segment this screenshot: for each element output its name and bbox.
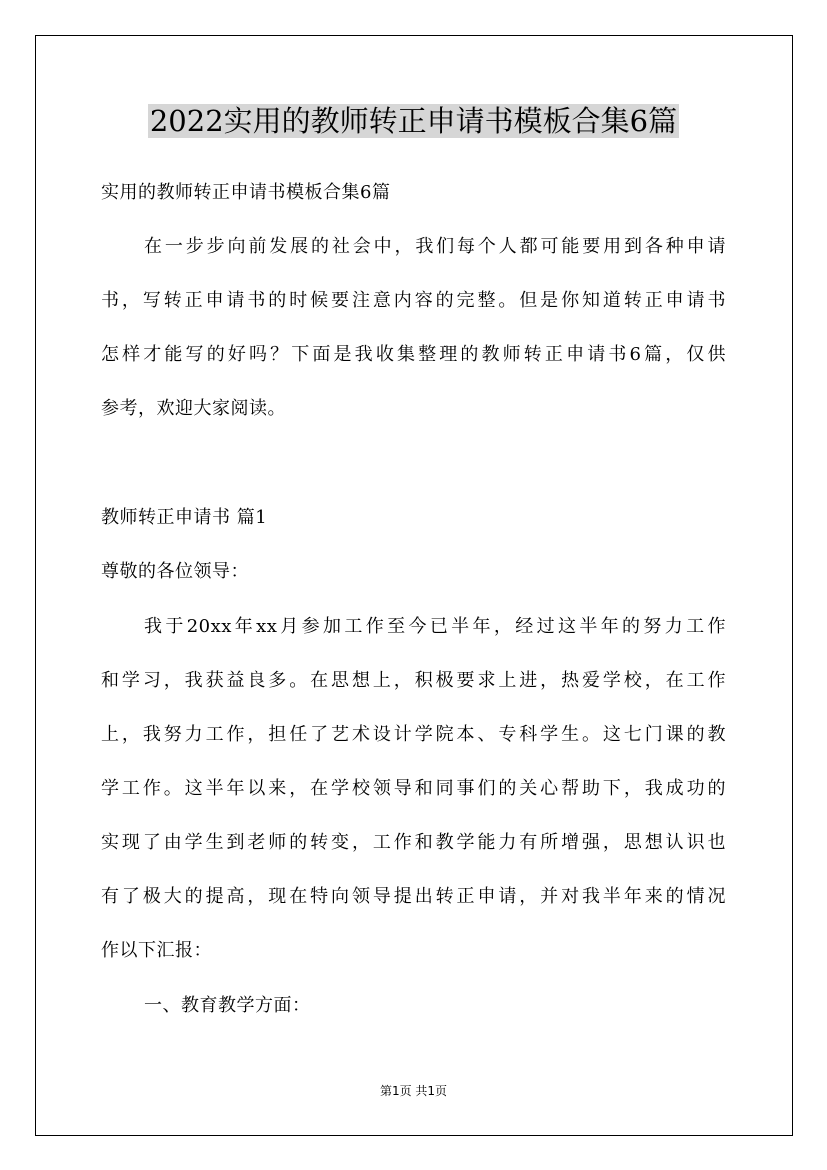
salutation: 尊敬的各位领导： (101, 561, 249, 582)
intro-line-4: 参考，欢迎大家阅读。 (101, 398, 286, 419)
section-heading: 教师转正申请书 篇1 (101, 507, 268, 528)
body-line-7: 作以下汇报： (101, 940, 212, 961)
subheading: 一、教育教学方面： (144, 995, 311, 1016)
document-title (0, 101, 827, 141)
body-line-1: 我于20xx年xx月参加工作至今已半年，经过这半年的努力工作 (144, 616, 726, 637)
document-subtitle: 实用的教师转正申请书模板合集6篇 (101, 182, 391, 203)
body-line-2: 和学习，我获益良多。在思想上，积极要求上进，热爱学校，在工作 (101, 670, 726, 691)
intro-line-1: 在一步步向前发展的社会中，我们每个人都可能要用到各种申请 (144, 236, 726, 257)
intro-line-2: 书，写转正申请书的时候要注意内容的完整。但是你知道转正申请书 (101, 290, 726, 311)
body-line-4: 学工作。这半年以来，在学校领导和同事们的关心帮助下，我成功的 (101, 778, 726, 799)
body-line-6: 有了极大的提高，现在特向领导提出转正申请，并对我半年来的情况 (101, 886, 726, 907)
document-title-text: 2022实用的教师转正申请书模板合集6篇 (149, 104, 678, 138)
body-line-3: 上，我努力工作，担任了艺术设计学院本、专科学生。这七门课的教 (101, 724, 726, 745)
intro-line-3: 怎样才能写的好吗？下面是我收集整理的教师转正申请书6篇，仅供 (101, 344, 726, 365)
body-line-5: 实现了由学生到老师的转变，工作和教学能力有所增强，思想认识也 (101, 832, 726, 853)
page-footer: 第1页 共1页 (379, 1084, 448, 1098)
